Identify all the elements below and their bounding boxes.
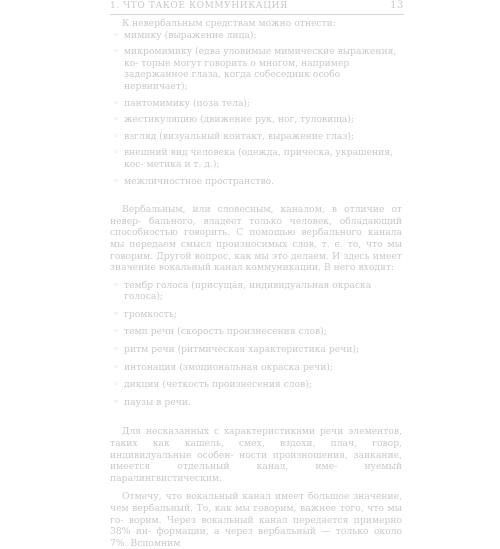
bullet-icon: ◦ xyxy=(113,29,119,41)
list-item-text: громкость; xyxy=(124,308,177,320)
bullet-icon: ◦ xyxy=(113,379,119,391)
list-item xyxy=(110,114,402,126)
list-item xyxy=(110,309,402,321)
list-item-text: мимику (выражение лица); xyxy=(124,29,257,41)
list-item-text: пантомимику (поза тела); xyxy=(124,97,251,109)
list-item-text: взгляд (визуальный контакт, выражение глаз); xyxy=(124,130,355,142)
bullet-icon: ◦ xyxy=(113,130,119,142)
page-body xyxy=(110,18,402,549)
list-item-text: жестикуляцию (движение рук, ног, туловища); xyxy=(124,114,355,126)
list-item-text: интонация (эмоциональная окраска речи); xyxy=(124,361,334,373)
bullet-icon: ◦ xyxy=(113,326,119,338)
running-header xyxy=(110,0,404,15)
list-item xyxy=(110,344,402,356)
bullet-icon: ◦ xyxy=(113,147,119,159)
bullet-icon: ◦ xyxy=(113,279,119,291)
list-item xyxy=(110,46,402,92)
list-item xyxy=(110,397,402,409)
list-item-text: паузы в речи. xyxy=(124,396,191,408)
bullet-icon: ◦ xyxy=(113,46,119,58)
list-item xyxy=(110,30,402,42)
list-item-text: дикция (четкость произнесения слов); xyxy=(124,379,313,391)
vocal-channel-list xyxy=(110,280,402,409)
verbal-channel-paragraph: Вербальным, или словесным, каналом, в отличие от невер- бального, владеет только человек, обладающий способностью говорить. С помощью вербального канала мы передаем смысл произносимых слов, т. е. то, что мы говорим. Другой вопрос, как мы это делаем. И здесь имеет значение вокальный канал коммуникации. В него входят: xyxy=(110,204,402,274)
intro-paragraph: К невербальным средствам можно отнести: xyxy=(122,18,336,29)
bullet-icon: ◦ xyxy=(113,97,119,109)
page-number: 13 xyxy=(390,0,404,11)
bullet-icon: ◦ xyxy=(113,175,119,187)
bullet-icon: ◦ xyxy=(113,361,119,373)
list-item xyxy=(110,362,402,374)
bullet-icon: ◦ xyxy=(113,396,119,408)
list-item-text: микромимику (едва уловимые мимические выражения, ко- торые могут говорить о многом, например задержанное глаза, когда собеседник особо нервничает); xyxy=(124,46,397,92)
list-item xyxy=(110,280,402,303)
list-item-text: темп речи (скорость произнесения слов); xyxy=(124,326,327,338)
paralinguistic-paragraph: Для несказанных с характеристиками речи элементов, таких как кашель, смех, вздохи, плач, говор, индивидуальные особен- ности произношения, заикание, имеется отдельный канал, име- нуемый паралингвистическим. xyxy=(110,426,402,484)
list-item-text: тембр голоса (присущая, индивидуальная окраска голоса); xyxy=(124,279,372,303)
list-item xyxy=(110,98,402,110)
bullet-icon: ◦ xyxy=(113,308,119,320)
list-item-text: ритм речи (ритмическая характеристика речи); xyxy=(124,344,360,356)
section-title: 1. ЧТО ТАКОЕ КОММУНИКАЦИЯ xyxy=(110,1,288,11)
list-item xyxy=(110,131,402,143)
vocal-importance-paragraph: Отмечу, что вокальный канал имеет большое значение, чем вербальный. То, как мы говорим, важнее того, что мы го- ворим. Через вокальный канал передается примерно 38% ин- формации, а через вербальный — только около 7%. Вспомним xyxy=(110,491,402,549)
list-item xyxy=(110,176,402,188)
nonverbal-means-list xyxy=(110,30,402,188)
list-item xyxy=(110,326,402,338)
bullet-icon: ◦ xyxy=(113,344,119,356)
list-item-text: внешний вид человека (одежда, прическа, украшения, кос- метика и т. д.); xyxy=(124,147,393,170)
list-item xyxy=(110,379,402,391)
list-item-text: межличностное пространство. xyxy=(124,175,275,187)
bullet-icon: ◦ xyxy=(113,114,119,126)
list-item xyxy=(110,147,402,170)
